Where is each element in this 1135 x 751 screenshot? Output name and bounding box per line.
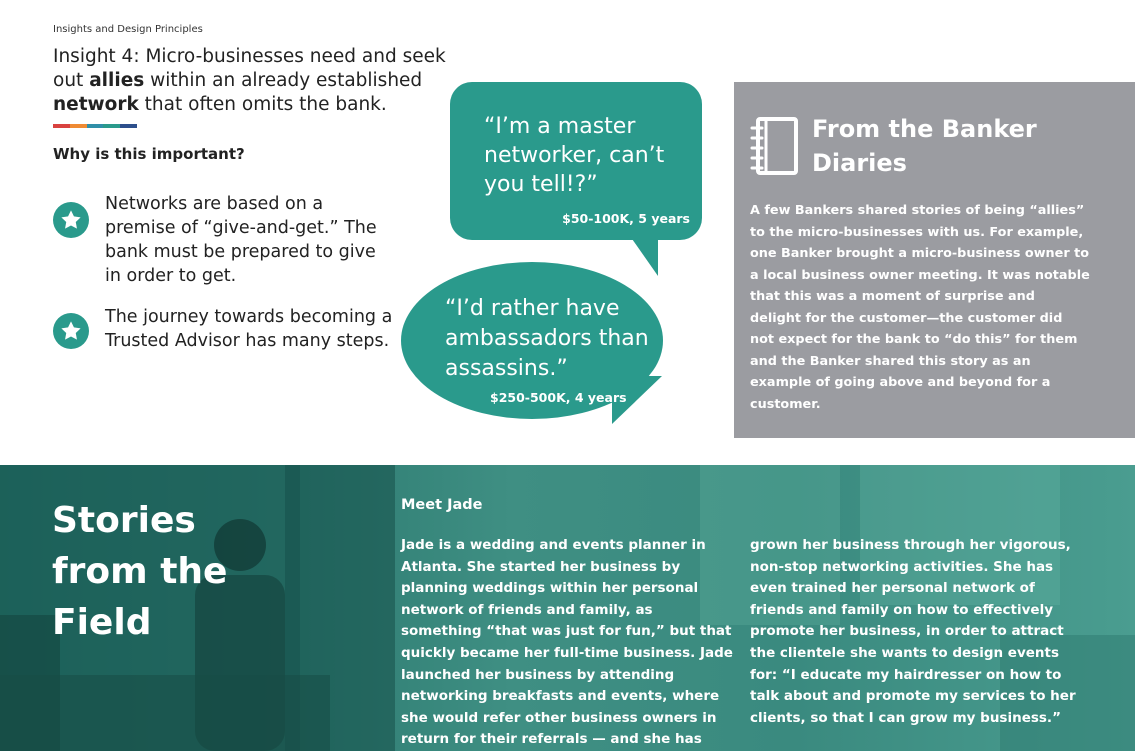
meet-heading: Meet Jade — [401, 497, 483, 513]
quote-attribution: $250-500K, 4 years — [490, 390, 627, 405]
color-swatch — [87, 124, 104, 128]
section-label: Insights and Design Principles — [53, 24, 203, 35]
insight-text-suffix: that often omits the bank. — [138, 94, 387, 115]
diary-body: A few Bankers shared stories of being “allies” to the micro-businesses with us. For example, one Banker brought a micro-business owner to a local business owner meeting. It was notable that this was a moment of surprise and delight for the customer—the customer did not expect for the bank to “do this” for them and the Banker shared this story as an example of going above and beyond for a customer. — [750, 203, 1090, 412]
insight-title — [53, 45, 473, 117]
star-icon — [53, 202, 89, 238]
quote-text: “I’d rather have ambassadors than assassins.” — [445, 296, 649, 381]
quote-attribution: $50-100K, 5 years — [562, 211, 690, 226]
color-divider — [53, 124, 137, 128]
color-swatch — [53, 124, 70, 128]
bubble-tail — [630, 236, 658, 276]
story-column-2: grown her business through her vigorous, non-stop networking activities. She has even trained her personal network of friends and family on how to effectively promote her business, in order to attract the clientele she wants to design events for: “I educate my hairdresser on how to talk about and promote my services to her clients, so that I can grow my business.” — [750, 537, 1076, 726]
star-icon — [53, 313, 89, 349]
diary-title: From the Banker Diaries — [812, 115, 1037, 177]
stories-from-the-field — [0, 465, 1135, 751]
story-column-1: Jade is a wedding and events planner in Atlanta. She started her business by planning weddings within her personal network of friends and family, as something “that was just for fun,” but that quickly became her full-time business. Jade launched her business by attending networking breakfasts and events, where she would refer other business owners in return for their referrals — and she has — [401, 537, 733, 748]
notebook-icon — [750, 116, 800, 180]
bullet-text: Networks are based on a premise of “give-and-get.” The bank must be prepared to give in order to get. — [105, 194, 377, 286]
color-swatch — [103, 124, 120, 128]
why-heading: Why is this important? — [53, 145, 245, 163]
color-swatch — [120, 124, 137, 128]
quote-bubble-2 — [401, 262, 663, 419]
quote-text: “I’m a master networker, can’t you tell!?” — [484, 114, 665, 197]
banker-diaries-panel — [734, 82, 1135, 438]
insight-text-mid: within an already established — [144, 70, 423, 91]
bullet-item — [53, 305, 395, 353]
quote-bubble-1 — [450, 82, 702, 240]
bullet-item — [53, 192, 395, 288]
color-swatch — [70, 124, 87, 128]
insight-bold-network: network — [53, 94, 139, 115]
insight-bold-allies: allies — [89, 70, 145, 91]
insight-text-prefix: Insight 4: Micro-businesses need and seek out — [53, 46, 446, 91]
bullet-text: The journey towards becoming a Trusted Advisor has many steps. — [105, 307, 393, 351]
field-title: Stories from the Field — [52, 500, 228, 643]
